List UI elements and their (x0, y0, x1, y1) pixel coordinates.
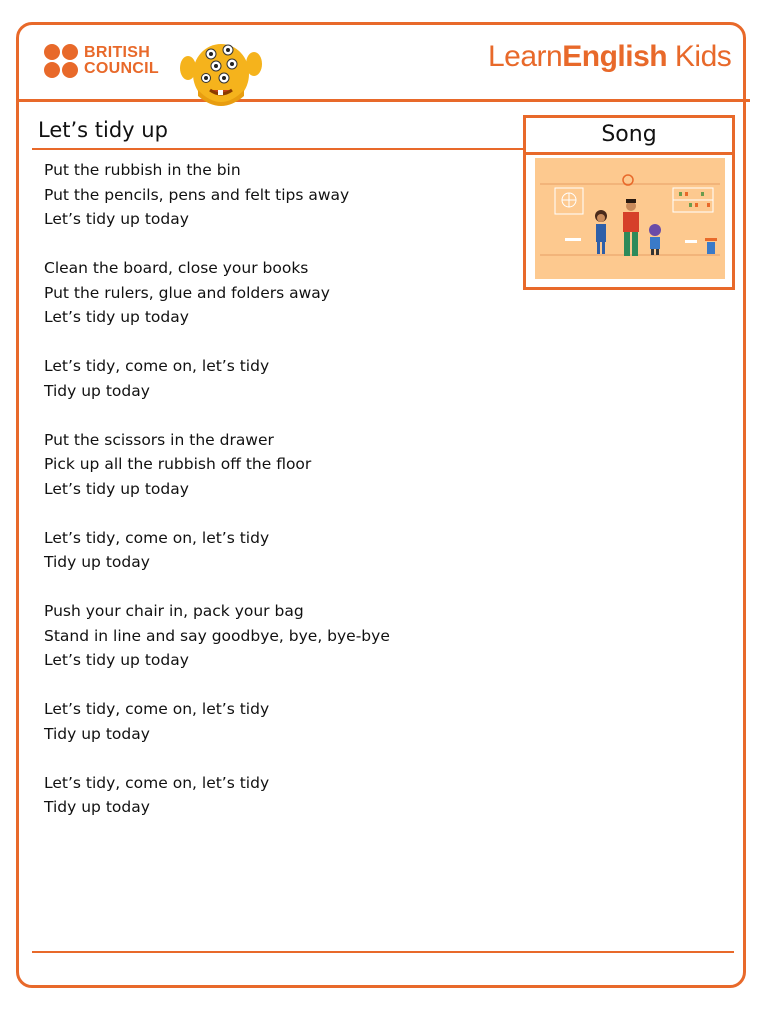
lyrics-line: Let’s tidy, come on, let’s tidy (44, 357, 270, 375)
lyrics-line: Tidy up today (44, 553, 150, 571)
lyrics-line: Clean the board, close your books (44, 259, 309, 277)
lyrics-line: Tidy up today (44, 724, 150, 743)
lyrics-line: Put the scissors in the drawer (44, 430, 274, 449)
header-divider (16, 99, 750, 102)
lyrics-stanza-5 (44, 526, 514, 575)
song-label: Song (526, 118, 732, 155)
british-council-line-1: BRITISH (84, 44, 151, 61)
lyrics-line: Let’s tidy, come on, let’s tidy (44, 528, 270, 547)
song-lyrics (44, 158, 514, 844)
song-illustration (535, 158, 725, 279)
lyrics-line: Stand in line and say goodbye, bye, bye-bye (44, 626, 390, 645)
brand-learn: Learn (488, 40, 563, 73)
footer-divider (32, 951, 734, 953)
brand-kids: Kids (674, 40, 732, 73)
lyrics-line: Let’s tidy up today (44, 210, 189, 228)
british-council-wordmark (84, 45, 159, 77)
lyrics-line: Pick up all the rubbish off the floor (44, 455, 312, 473)
lyrics-stanza-6 (44, 599, 514, 673)
lyrics-stanza-2 (44, 256, 514, 330)
british-council-line-2: COUNCIL (84, 60, 159, 77)
lyrics-line: Put the rulers, glue and folders away (44, 283, 330, 302)
learnenglish-kids-logo (488, 40, 731, 74)
british-council-logo (44, 44, 159, 78)
lyrics-stanza-1 (44, 158, 514, 232)
lyrics-stanza-4 (44, 428, 514, 502)
lyrics-stanza-3 (44, 354, 514, 403)
lyrics-stanza-8 (44, 771, 514, 820)
lyrics-line: Tidy up today (44, 381, 150, 400)
lyrics-line: Let’s tidy, come on, let’s tidy (44, 773, 270, 792)
song-box (523, 115, 735, 290)
lyrics-line: Put the rubbish in the bin (44, 161, 241, 179)
lyrics-line: Let’s tidy up today (44, 479, 189, 498)
lyrics-line: Let’s tidy up today (44, 651, 189, 669)
monster-mascot-icon (176, 34, 266, 108)
lyrics-line: Put the pencils, pens and felt tips away (44, 185, 350, 204)
lyrics-stanza-7 (44, 697, 514, 746)
lyrics-line: Let’s tidy up today (44, 308, 189, 326)
british-council-dots-icon (44, 44, 78, 78)
lyrics-line: Let’s tidy, come on, let’s tidy (44, 700, 270, 718)
brand-english: English (562, 40, 668, 73)
lyrics-line: Tidy up today (44, 798, 150, 816)
lyrics-line: Push your chair in, pack your bag (44, 602, 304, 620)
title-underline (32, 148, 526, 150)
page-title: Let’s tidy up (38, 118, 168, 142)
